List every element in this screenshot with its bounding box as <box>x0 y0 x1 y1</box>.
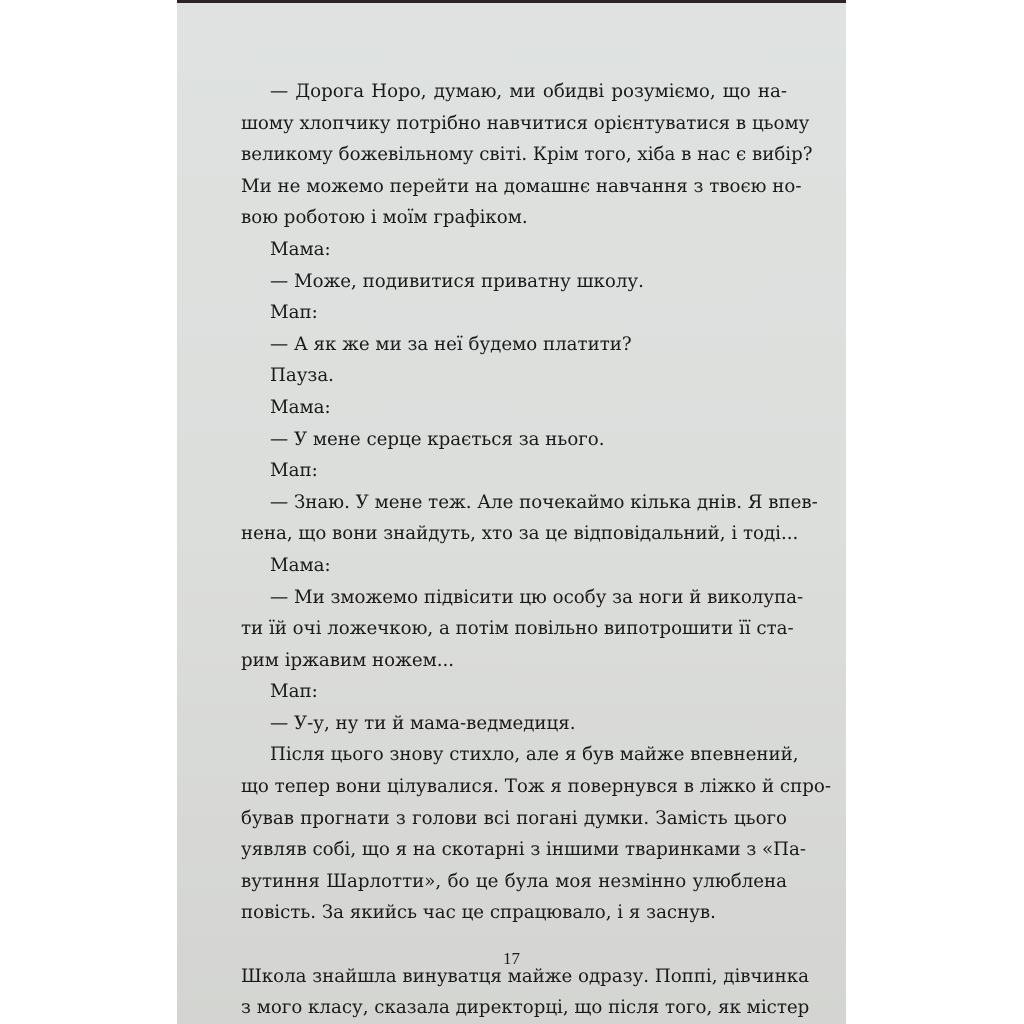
text-line: уявляв собі, що я на скотарні з іншими тваринками з «Па- <box>241 839 807 861</box>
page-number: 17 <box>503 949 520 968</box>
text-line: Ми не можемо перейти на домашнє навчання з твоєю но- <box>241 175 802 197</box>
text-line: — Дорога Норо, думаю, ми обидві розуміємо, що на- <box>270 81 787 102</box>
speaker-label: Мап: <box>270 460 318 482</box>
text-line: нена, що вони знайдуть, хто за це відповідальний, і тоді... <box>241 523 799 545</box>
dialogue-line: — Може, подивитися приватну школу. <box>270 270 644 292</box>
page-body-text <box>241 76 831 1024</box>
dialogue-line: — Ми зможемо підвісити цю особу за ноги й виколупа- <box>270 586 804 608</box>
speaker-label: Мап: <box>270 681 318 703</box>
text-line: великому божевільному світі. Крім того, хіба в нас є вибір? <box>241 144 813 166</box>
dialogue-line: — У-у, ну ти й мама-ведмедиця. <box>270 712 576 734</box>
text-line: рим іржавим ножем... <box>241 649 455 671</box>
text-line: ти їй очі ложечкою, а потім повільно випотрошити її ста- <box>241 618 794 640</box>
text-line: що тепер вони цілувалися. Тож я повернувся в ліжко й спро- <box>241 776 831 798</box>
dialogue-line: — Знаю. У мене теж. Але почекаймо кілька днів. Я впев- <box>270 491 818 513</box>
text-line: вутиння Шарлотти», бо це була моя незмінно улюблена <box>241 870 787 892</box>
text-line: Школа знайшла винуватця майже одразу. Поппі, дівчинка <box>241 965 809 987</box>
speaker-label: Мап: <box>270 302 318 324</box>
text-line: вою роботою і моїм графіком. <box>241 207 528 229</box>
speaker-label: Мама: <box>270 554 331 576</box>
book-page <box>177 0 846 1024</box>
text-line: з мого класу, сказала директорці, що після того, як містер <box>241 997 810 1019</box>
text-line: Пауза. <box>270 365 334 387</box>
text-line: шому хлопчику потрібно навчитися орієнтуватися в цьому <box>241 112 810 134</box>
text-line: Після цього знову стихло, але я був майже впевнений, <box>270 744 799 766</box>
speaker-label: Мама: <box>270 396 331 418</box>
dialogue-line: — А як же ми за неї будемо платити? <box>270 333 632 355</box>
text-line: повість. За якийсь час це спрацювало, і я заснув. <box>241 902 716 924</box>
dialogue-line: — У мене серце крається за нього. <box>270 428 605 450</box>
speaker-label: Мама: <box>270 238 331 260</box>
text-line: бував прогнати з голови всі погані думки. Замість цього <box>241 807 787 829</box>
